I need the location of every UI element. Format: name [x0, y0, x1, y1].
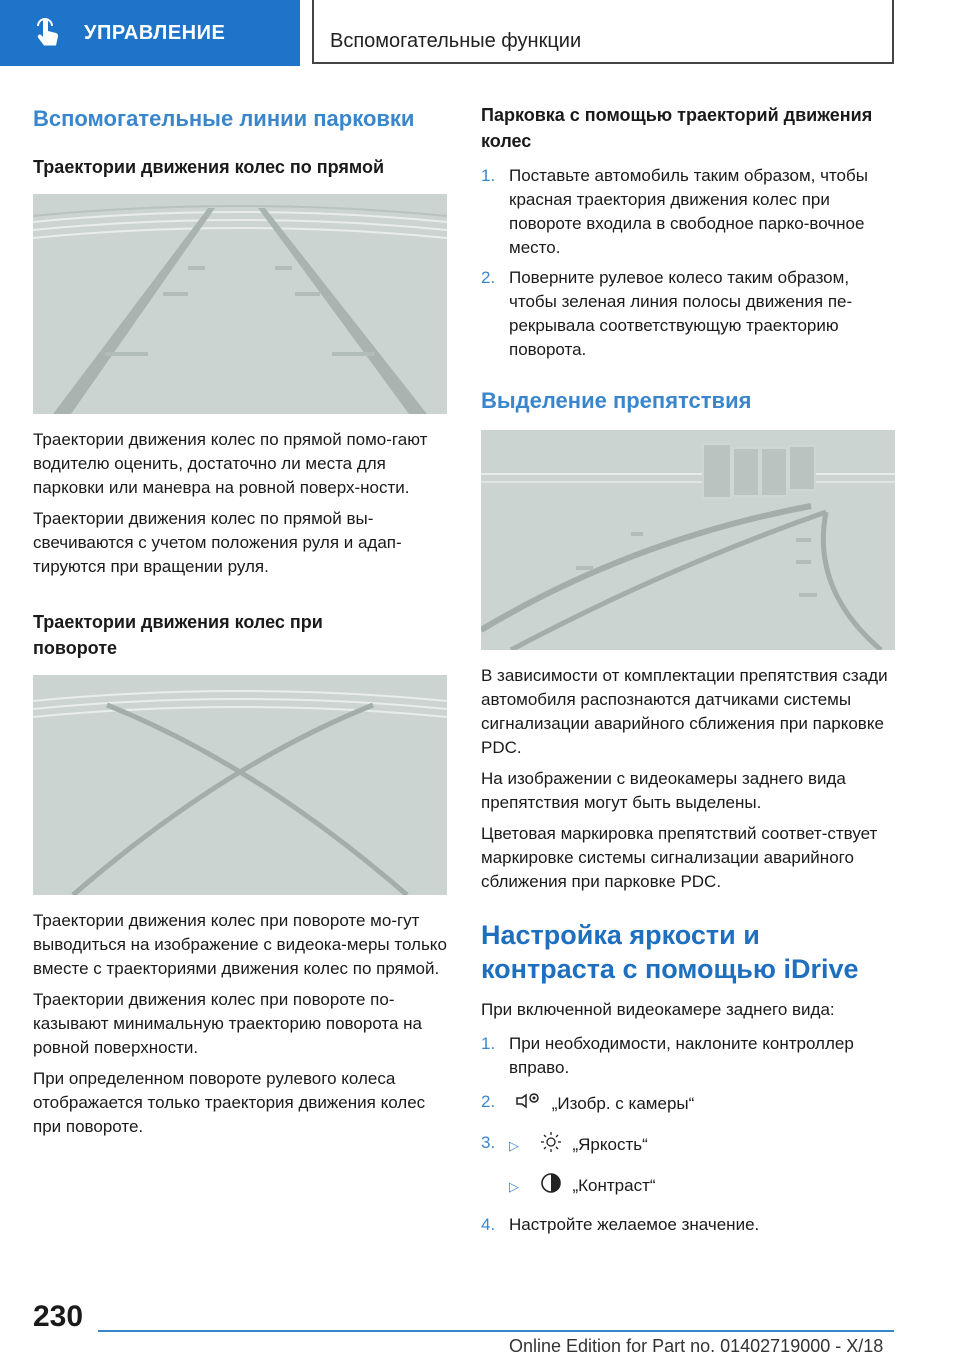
section-label: УПРАВЛЕНИЕ: [84, 21, 226, 44]
step-number: 2.: [481, 1092, 496, 1111]
list-item: [481, 1131, 895, 1160]
step-text: „Яркость“: [572, 1134, 648, 1154]
footer-divider: [98, 1330, 894, 1332]
paragraph-turn-2: Траектории движения колес при повороте по-казывают минимальную траекторию поворота на ровной поверхности.: [33, 990, 422, 1057]
paragraph-straight-1: Траектории движения колес по прямой помо-гают водителю оценить, достаточно ли места для парковки или маневра на ровной поверх-ности.: [33, 430, 428, 497]
page-header: [0, 0, 960, 66]
header-title-box: [312, 0, 894, 64]
step-text: Настройте желаемое значение.: [509, 1215, 760, 1234]
step-number: 4.: [481, 1215, 496, 1234]
section-tab: [0, 0, 300, 66]
camera-settings-icon: [515, 1090, 541, 1119]
step-text: Поверните рулевое колесо таким образом, чтобы зеленая линия полосы движения пе-рекрывала соответствующую траекторию поворота.: [509, 268, 853, 359]
step-text: Поставьте автомобиль таким образом, чтобы красная траектория движения колес при повороте входила в свободное парко-вочное место.: [509, 166, 868, 257]
paragraph-turn-1: Траектории движения колес при повороте мо-гут выводиться на изображение с видеока-меры только вместе с траекториями движения колес по прямой.: [33, 911, 447, 978]
parking-steps: [481, 164, 895, 362]
step-number: 1.: [481, 1034, 496, 1053]
subheading-turn: Траектории движения колес при повороте: [33, 612, 323, 658]
step-text: „Изобр. с камеры“: [551, 1093, 695, 1113]
obstacle-image: [481, 430, 895, 650]
brightness-icon: [540, 1131, 562, 1160]
triangle-bullet-icon: ▷: [509, 1178, 519, 1194]
brightness-steps: [481, 1032, 895, 1237]
list-item: [481, 164, 895, 260]
paragraph-straight-2: Траектории движения колес по прямой вы-свечиваются с учетом положения руля и адап-тируются при вращении руля.: [33, 509, 402, 576]
list-item: [481, 1090, 895, 1119]
step-number: 3.: [481, 1133, 496, 1152]
right-column: [481, 96, 895, 1237]
edition-text: Online Edition for Part no. 01402719000 - X/18: [509, 1336, 884, 1356]
subheading-parking-trajectories: Парковка с помощью траекторий движения колес: [481, 105, 873, 151]
step-text: При необходимости, наклоните контроллер вправо.: [509, 1034, 854, 1077]
paragraph-turn-3: При определенном повороте рулевого колеса отображается только траектория движения колес при повороте.: [33, 1069, 426, 1136]
section-heading-obstacle: Выделение препятствия: [481, 388, 752, 413]
step-number: 1.: [481, 166, 496, 185]
left-column: [33, 96, 447, 1139]
contrast-icon: [540, 1172, 562, 1201]
list-item: [481, 1032, 895, 1080]
step-text: „Контраст“: [572, 1175, 656, 1195]
hand-pointer-icon: [32, 17, 64, 49]
paragraph-obstacle-3: Цветовая маркировка препятствий соответ-ствует маркировке системы сигнализации аварийного сближения при парковке PDC.: [481, 824, 878, 891]
page-number: 230: [33, 1300, 84, 1333]
straight-lines-image: [33, 194, 447, 414]
paragraph-obstacle-2: На изображении с видеокамеры заднего вида препятствия могут быть выделены.: [481, 769, 846, 812]
section-heading-parking-lines: Вспомогательные линии парковки: [33, 106, 415, 131]
list-item: [481, 1172, 895, 1201]
paragraph-camera-on: При включенной видеокамере заднего вида:: [481, 1000, 835, 1019]
step-number: 2.: [481, 268, 496, 287]
section-heading-brightness: Настройка яркости и контраста с помощью iDrive: [481, 920, 859, 984]
triangle-bullet-icon: ▷: [509, 1137, 519, 1153]
list-item: [481, 266, 895, 362]
subheading-straight: Траектории движения колес по прямой: [33, 157, 385, 177]
turn-lines-image: [33, 675, 447, 895]
paragraph-obstacle-1: В зависимости от комплектации препятствия сзади автомобиля распознаются датчиками системы сигнализации аварийного сближения при парковке PDC.: [481, 666, 888, 757]
header-title: Вспомогательные функции: [330, 30, 582, 52]
list-item: [481, 1213, 895, 1237]
